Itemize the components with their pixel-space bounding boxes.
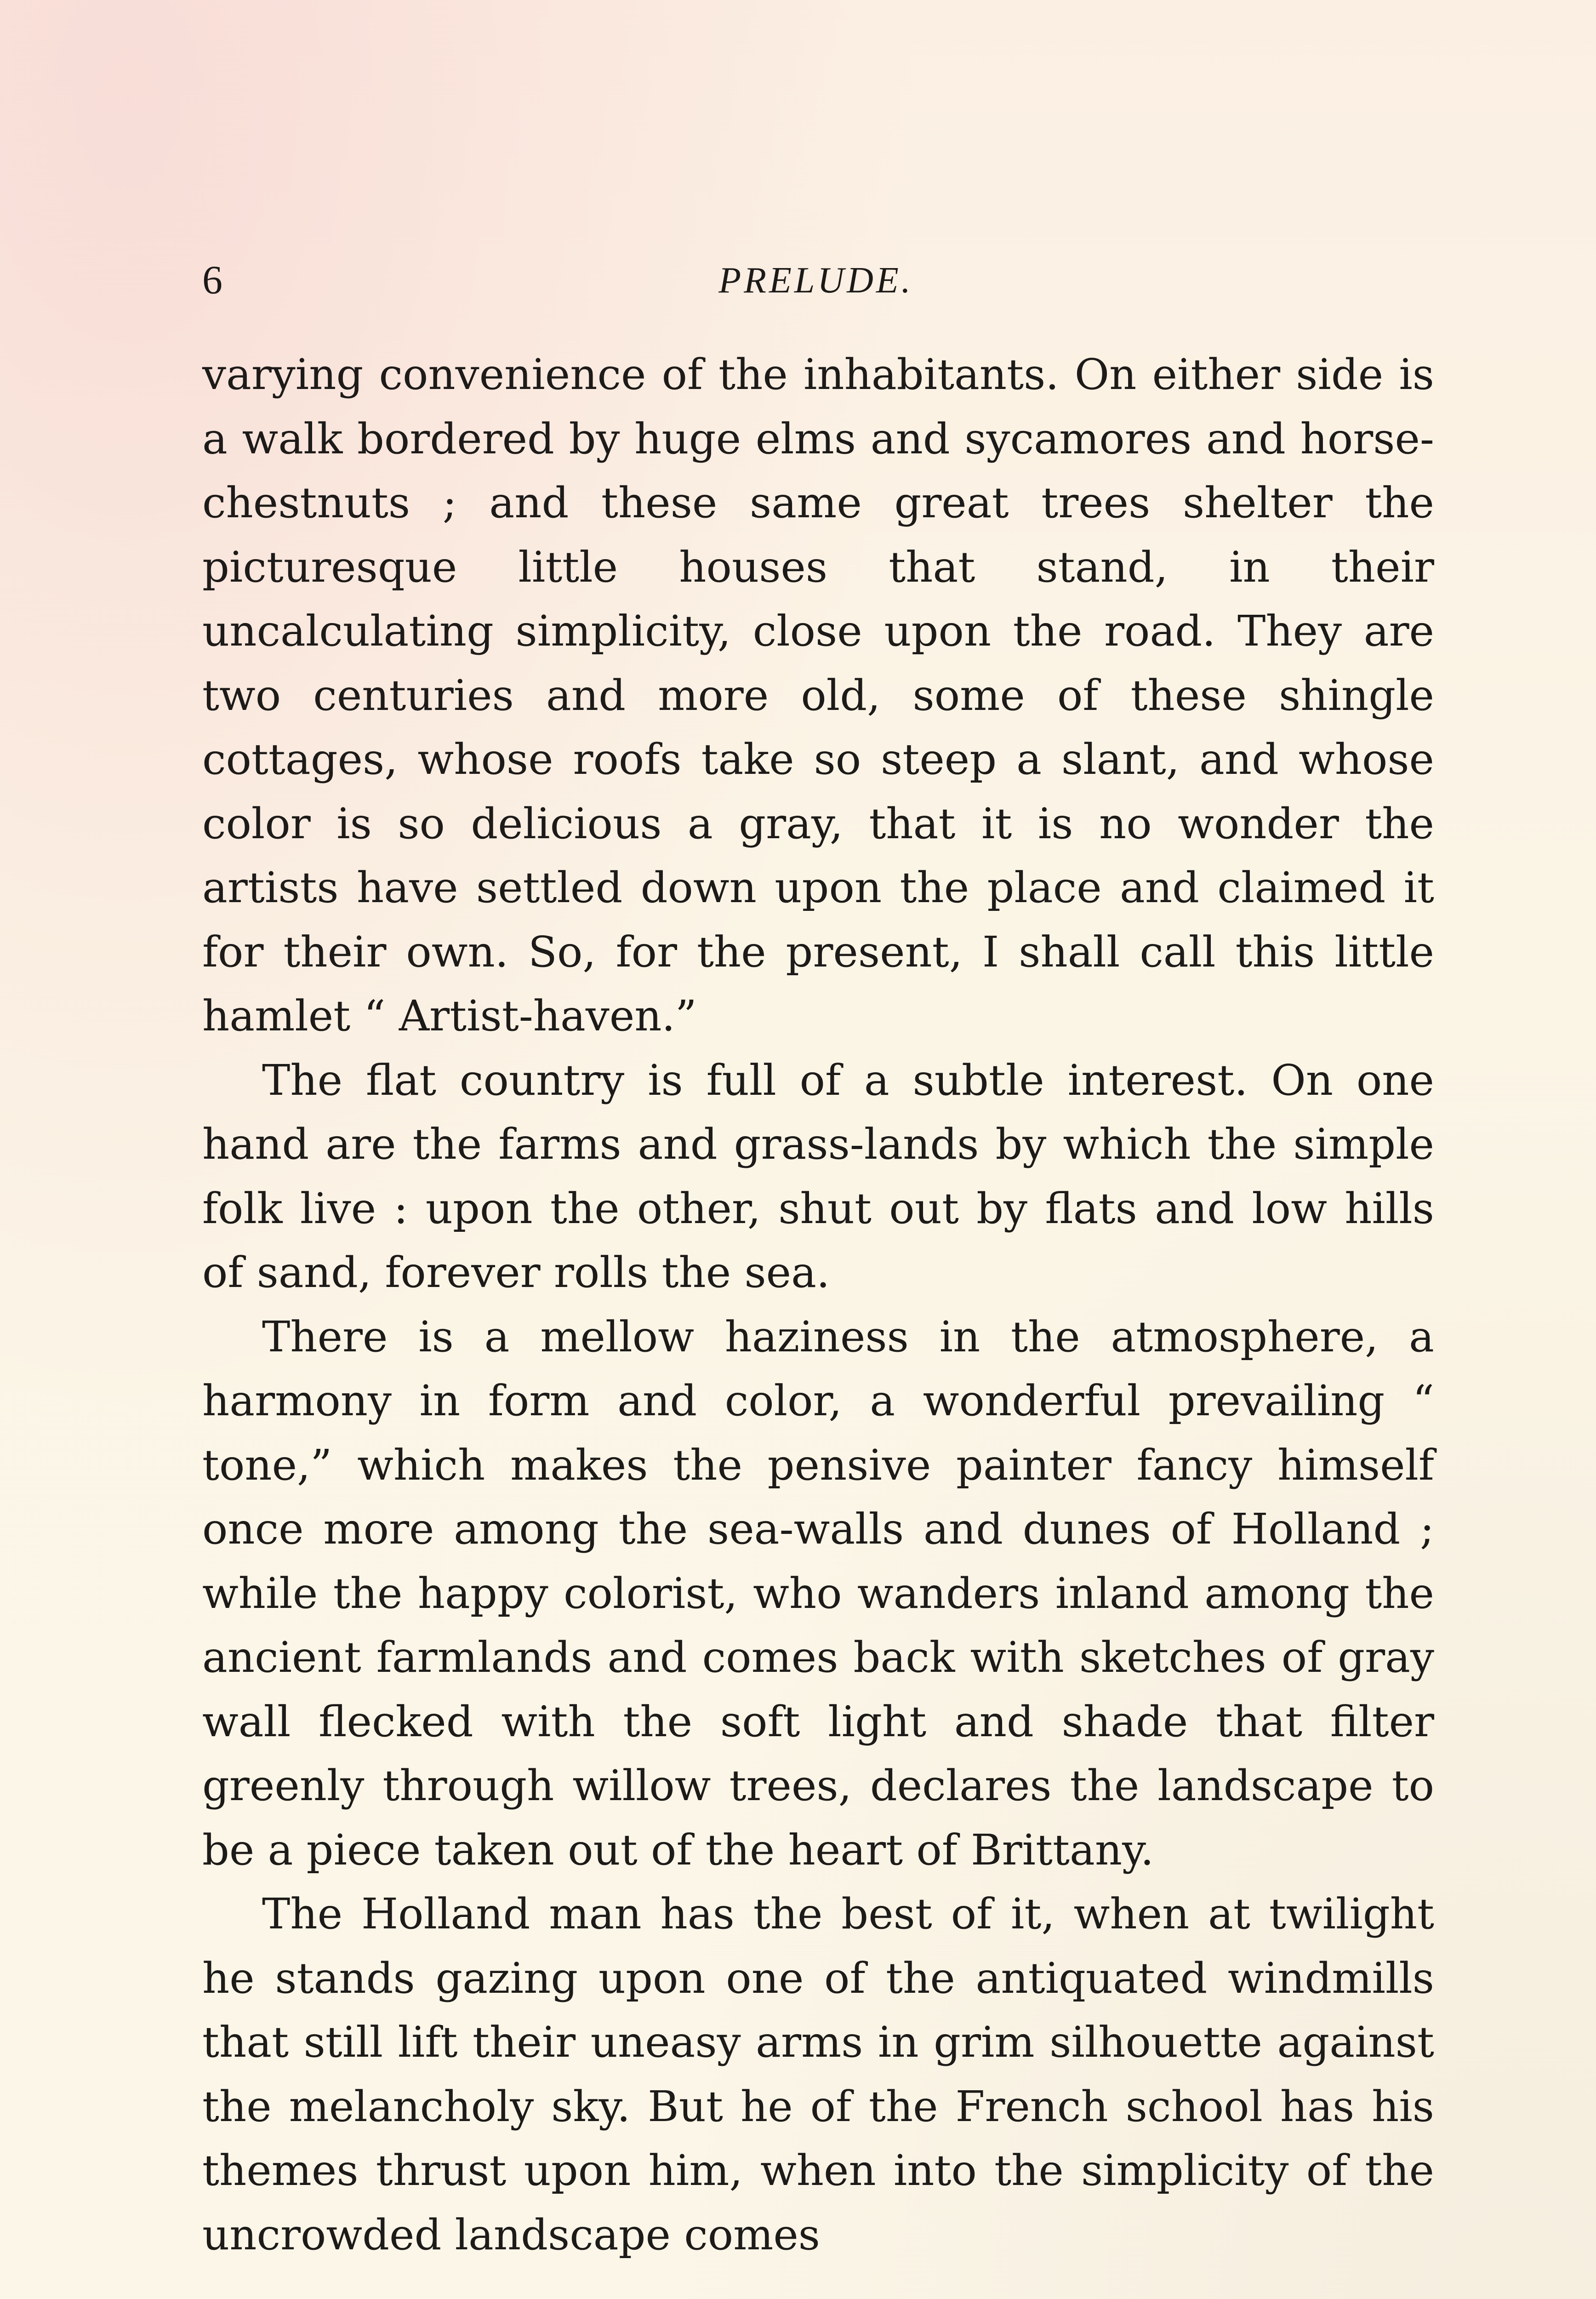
page-header <box>202 251 1430 310</box>
paragraph-1: varying convenience of the inhabitants. On either side is a walk bordered by huge elms and sycamores and horse-chestnuts ; and these same great trees shelter the picturesque little houses that stand, in their uncalculating simplicity, close upon the road. They are two centuries and more old, some of these shingle cottages, whose roofs take so steep a slant, and whose color is so delicious a gray, that it is no wonder the artists have settled down upon the place and claimed it for their own. So, for the present, I shall call this little hamlet “ Artist-haven.” <box>202 350 1434 1041</box>
running-title: PRELUDE. <box>718 260 913 301</box>
paragraph-3: There is a mellow haziness in the atmosphere, a harmony in form and color, a wonderful prevailing “ tone,” which makes the pensive painter fancy himself once more among the sea-walls and dunes of Holland ; while the happy colorist, who wanders inland among the ancient farmlands and comes back with sketches of gray wall flecked with the soft light and shade that filter greenly through willow trees, declares the landscape to be a piece taken out of the heart of Brittany. <box>202 1312 1434 1875</box>
paragraph-4: The Holland man has the best of it, when at twilight he stands gazing upon one of the antiquated windmills that still lift their uneasy arms in grim silhouette against the melancholy sky. But he of the French school has his themes thrust upon him, when into the simplicity of the uncrowded landscape comes <box>202 1889 1434 2259</box>
paragraph-2: The flat country is full of a subtle interest. On one hand are the farms and grass-lands by which the simple folk live : upon the other, shut out by flats and low hills of sand, forever rolls the sea. <box>202 1055 1434 1297</box>
page-number: 6 <box>202 258 222 303</box>
body-text <box>202 343 1434 2267</box>
